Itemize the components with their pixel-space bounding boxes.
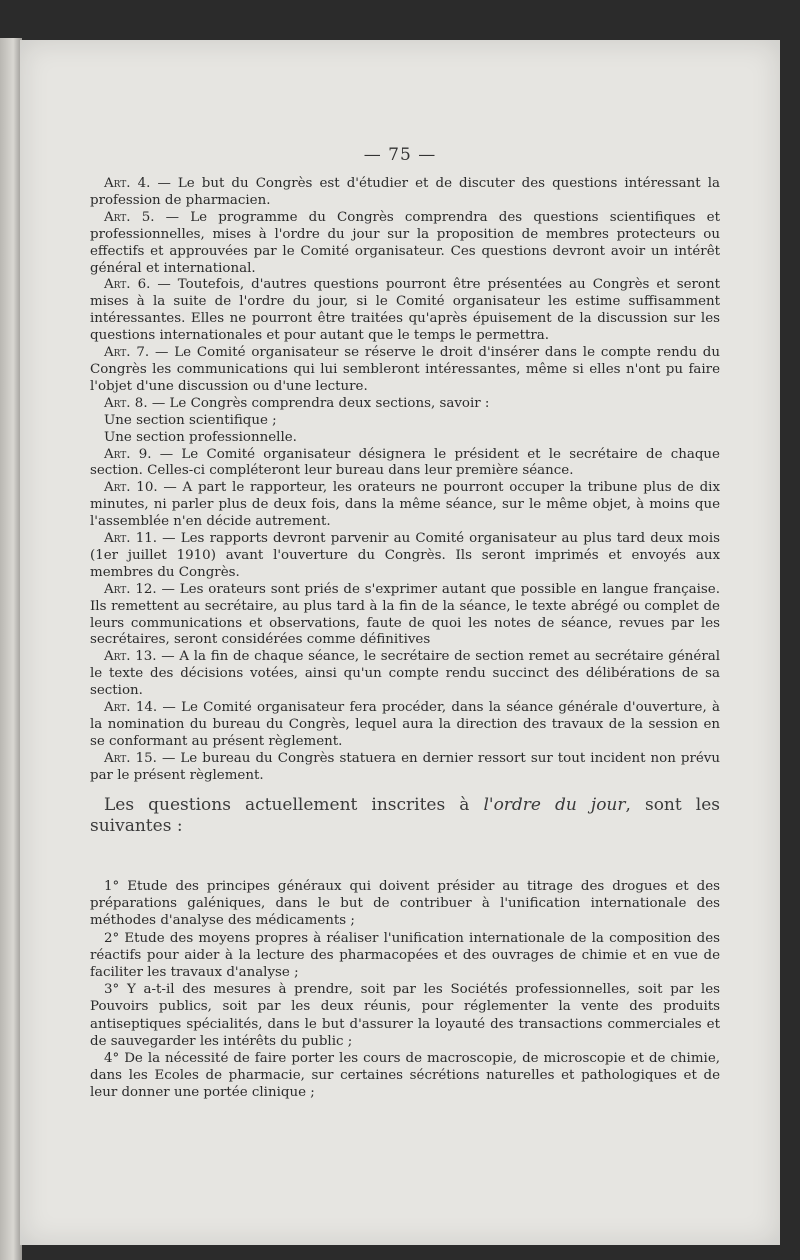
question-item: 4° De la nécessité de faire porter les cours de macroscopie, de microscopie et de chimie, dans les Ecoles de pharmacie, sur certaines sécrétions naturelles et pathologiques et de leur donner une portée clinique ; xyxy=(90,1051,720,1101)
article-text: — A la fin de chaque séance, le secrétaire de section remet au secrétaire général le texte des décisions votées, ainsi qu'un compte rendu succinct des délibérations de sa section. xyxy=(90,649,720,699)
article-number: Art. 14. xyxy=(104,700,158,716)
list-line-text: Une section scientifique ; xyxy=(104,412,277,428)
article-number: Art. 8. xyxy=(104,395,148,411)
article-14 xyxy=(90,700,720,751)
heading-text-before: Les questions actuellement inscrites à xyxy=(104,795,484,815)
article-number: Art. 6. xyxy=(104,277,151,293)
article-15 xyxy=(90,751,720,785)
article-number: Art. 9. xyxy=(104,446,152,462)
article-number: Art. 15. xyxy=(104,750,157,766)
page-number: — 75 — xyxy=(363,145,437,165)
article-text: — Le Comité organisateur fera procéder, dans la séance générale d'ouverture, à la nomination du bureau du Congrès, lequel aura la direction des travaux de la session en se conformant au présent règlement. xyxy=(90,700,720,749)
article-text: — Le bureau du Congrès statuera en dernier ressort sur tout incident non prévu par le présent règlement. xyxy=(90,750,720,783)
article-number: Art. 5. xyxy=(104,209,155,225)
article-text: — Le Congrès comprendra deux sections, savoir : xyxy=(147,395,490,411)
article-text: — Le but du Congrès est d'étudier et de discuter des questions intéressant la profession de pharmacien. xyxy=(90,176,720,208)
article-text: — Le Comité organisateur désignera le président et le secrétaire de chaque section. Celles-ci compléteront leur bureau dans leur première séance. xyxy=(90,446,720,479)
article-number: Art. 11. xyxy=(104,531,158,547)
article-6 xyxy=(90,277,720,345)
document-page xyxy=(20,40,780,1245)
article-text: — Le Comité organisateur se réserve le droit d'insérer dans le compte rendu du Congrès les communications qui lui sembleront intéressantes, même si elles n'ont pu faire l'objet d'une discussion ou d'une lecture. xyxy=(90,345,720,394)
article-12 xyxy=(90,582,720,650)
questions-list xyxy=(90,878,720,1102)
article-text: — Les rapports devront parvenir au Comité organisateur au plus tard deux mois (1er juillet 1910) avant l'ouverture du Congrès. Ils seront imprimés et envoyés aux membres du Congrès. xyxy=(90,531,720,580)
facing-page-edge xyxy=(0,38,22,1260)
article-9 xyxy=(90,447,720,481)
article-text: — Toutefois, d'autres questions pourront être présentées au Congrès et seront mises à la suite de l'ordre du jour, si le Comité organisateur les estime suffisamment intéressantes. Elles ne pourront être traitées qu'après épuisement de la discussion sur les questions internationales et pour autant que le temps le permettra. xyxy=(90,277,721,344)
article-text: — Les orateurs sont priés de s'exprimer autant que possible en langue française. Ils remettent au secrétaire, au plus tard à la fin de la séance, le texte abrégé ou complet de leurs communications et observations, faute de quoi les notes de séance, revues par les secrétaires, seront considérées comme définitives xyxy=(90,581,720,648)
article-text: — Le programme du Congrès comprendra des questions scientifiques et professionnelles, mises à l'ordre du jour sur la proposition de membres protecteurs ou effectifs et approuvées par le Comité organisateur. Ces questions devront avoir un intérêt général et international. xyxy=(90,209,720,276)
regulation-articles xyxy=(90,176,720,785)
question-item: 3° Y a-t-il des mesures à prendre, soit par les Sociétés professionnelles, soit par les Pouvoirs publics, soit par les deux réunis, pour réglementer la vente des produits antiseptiques spécialités, dans le but d'assurer la loyauté des transactions commerciales et de sauvegarder les intérêts du public ; xyxy=(90,982,720,1049)
heading-text-italic: l'ordre du jour xyxy=(483,795,626,815)
heading-text-after: , sont les suivantes : xyxy=(90,795,720,836)
article-5 xyxy=(90,210,720,278)
article-8 xyxy=(90,396,720,413)
questions-heading xyxy=(90,795,720,837)
question-item: 2° Etude des moyens propres à réaliser l'unification internationale de la composition des réactifs pour aider à la lecture des pharmacopées et des ouvrages de chimie et en vue de faciliter les travaux d'analyse ; xyxy=(90,930,720,981)
article-7 xyxy=(90,345,720,396)
article-number: Art. 4. xyxy=(104,176,151,191)
article-number: Art. 7. xyxy=(104,345,150,361)
article-13 xyxy=(90,649,720,700)
article-number: Art. 13. xyxy=(104,649,157,665)
list-line-text: Une section professionnelle. xyxy=(104,429,297,445)
section-scientific xyxy=(90,413,720,430)
article-number: Art. 10. xyxy=(104,480,158,496)
article-number: Art. 12. xyxy=(104,581,157,597)
article-10 xyxy=(90,480,720,531)
article-text: — A part le rapporteur, les orateurs ne pourront occuper la tribune plus de dix minutes, ni parler plus de deux fois, dans la même séance, sur le même objet, à moins que l'assemblée n'en décide autrement. xyxy=(90,480,720,530)
article-4 xyxy=(90,176,720,210)
article-11 xyxy=(90,531,720,582)
section-professional xyxy=(90,430,720,447)
question-item: 1° Etude des principes généraux qui doivent présider au titrage des drogues et des préparations galéniques, dans le but de contribuer à l'unification internationale des méthodes d'analyse des médicaments ; xyxy=(90,879,720,929)
